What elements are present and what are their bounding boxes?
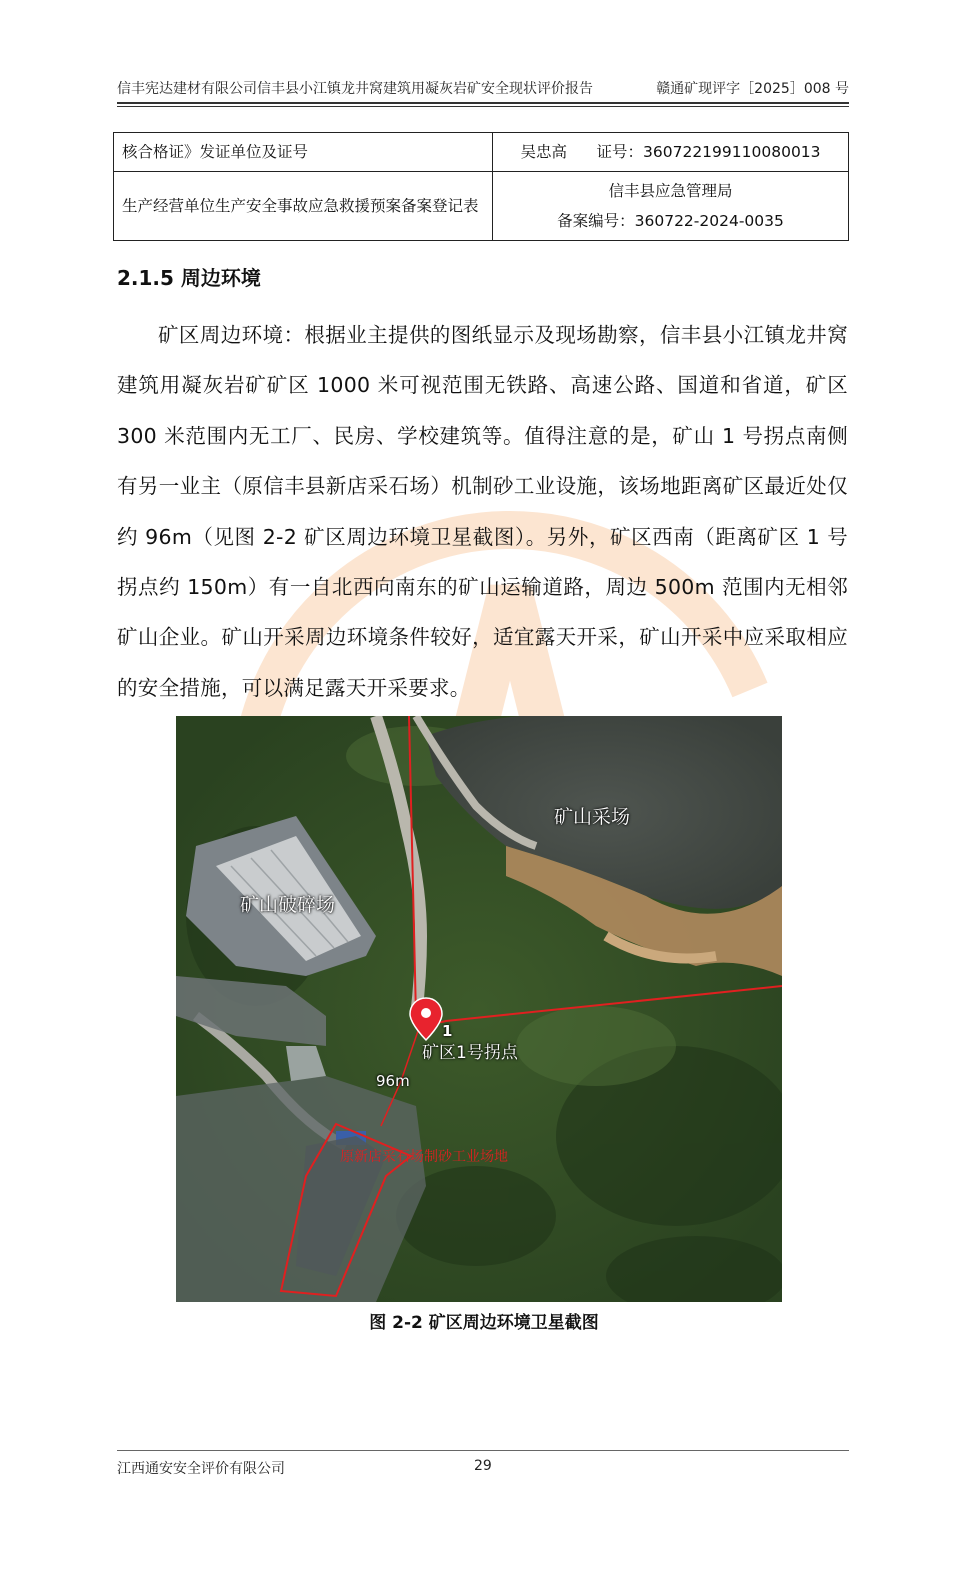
footer-rule xyxy=(117,1450,849,1451)
table-cell-label: 生产经营单位生产安全事故应急救援预案备案登记表 xyxy=(114,172,493,241)
facility-label: 原新店采石场制砂工业场地 xyxy=(340,1149,508,1165)
section-title: 2.1.5 周边环境 xyxy=(117,266,261,290)
footer-company: 江西通安安全评价有限公司 xyxy=(117,1461,285,1477)
point-number-label: 1 xyxy=(442,1022,453,1040)
header-report-title: 信丰宪达建材有限公司信丰县小江镇龙井窝建筑用凝灰岩矿安全现状评价报告 xyxy=(117,81,593,97)
figure-caption: 图 2-2 矿区周边环境卫星截图 xyxy=(369,1313,599,1333)
distance-label: 96m xyxy=(376,1072,410,1090)
table-cell-value xyxy=(493,172,849,241)
section-paragraph: 矿区周边环境：根据业主提供的图纸显示及现场勘察，信丰县小江镇龙井窝建筑用凝灰岩矿矿区 1000 米可视范围无铁路、高速公路、国道和省道，矿区 300 米范围内无工厂、民房、学校建筑等。值得注意的是，矿山 1 号拐点南侧有另一业主（原信丰县新店采石场）机制砂工业设施，该场地距离矿区最近处仅约 96m（见图 2-2 矿区周边环境卫星截图）。另外，矿区西南（距离矿区 1 号拐点约 150m）有一自北西向南东的矿山运输道路，周边 500m 范围内无相邻矿山企业。矿山开采周边环境条件较好，适宜露天开采，矿山开采中应采取相应的安全措施，可以满足露天开采要求。 xyxy=(117,323,848,700)
page-header xyxy=(117,78,849,100)
header-report-number: 赣通矿现评字［2025］008 号 xyxy=(656,81,849,97)
satellite-image xyxy=(176,716,782,1302)
info-table xyxy=(113,132,849,241)
table-cell-value: 吴忠高 证号：360722199110080013 xyxy=(493,133,849,172)
point-label: 矿区1号拐点 xyxy=(422,1043,518,1063)
header-rule xyxy=(117,102,849,104)
crusher-label: 矿山破碎场 xyxy=(240,894,336,916)
satellite-map xyxy=(176,716,782,1302)
page-number: 29 xyxy=(474,1458,492,1474)
filing-number: 备案编号：360722-2024-0035 xyxy=(557,212,784,230)
table-row xyxy=(114,172,849,241)
table-cell-label: 核合格证》发证单位及证号 xyxy=(114,133,493,172)
header-rule-thin xyxy=(117,106,849,107)
page-footer xyxy=(117,1458,849,1478)
table-row xyxy=(114,133,849,172)
emergency-bureau: 信丰县应急管理局 xyxy=(608,182,733,200)
quarry-label: 矿山采场 xyxy=(554,806,631,828)
